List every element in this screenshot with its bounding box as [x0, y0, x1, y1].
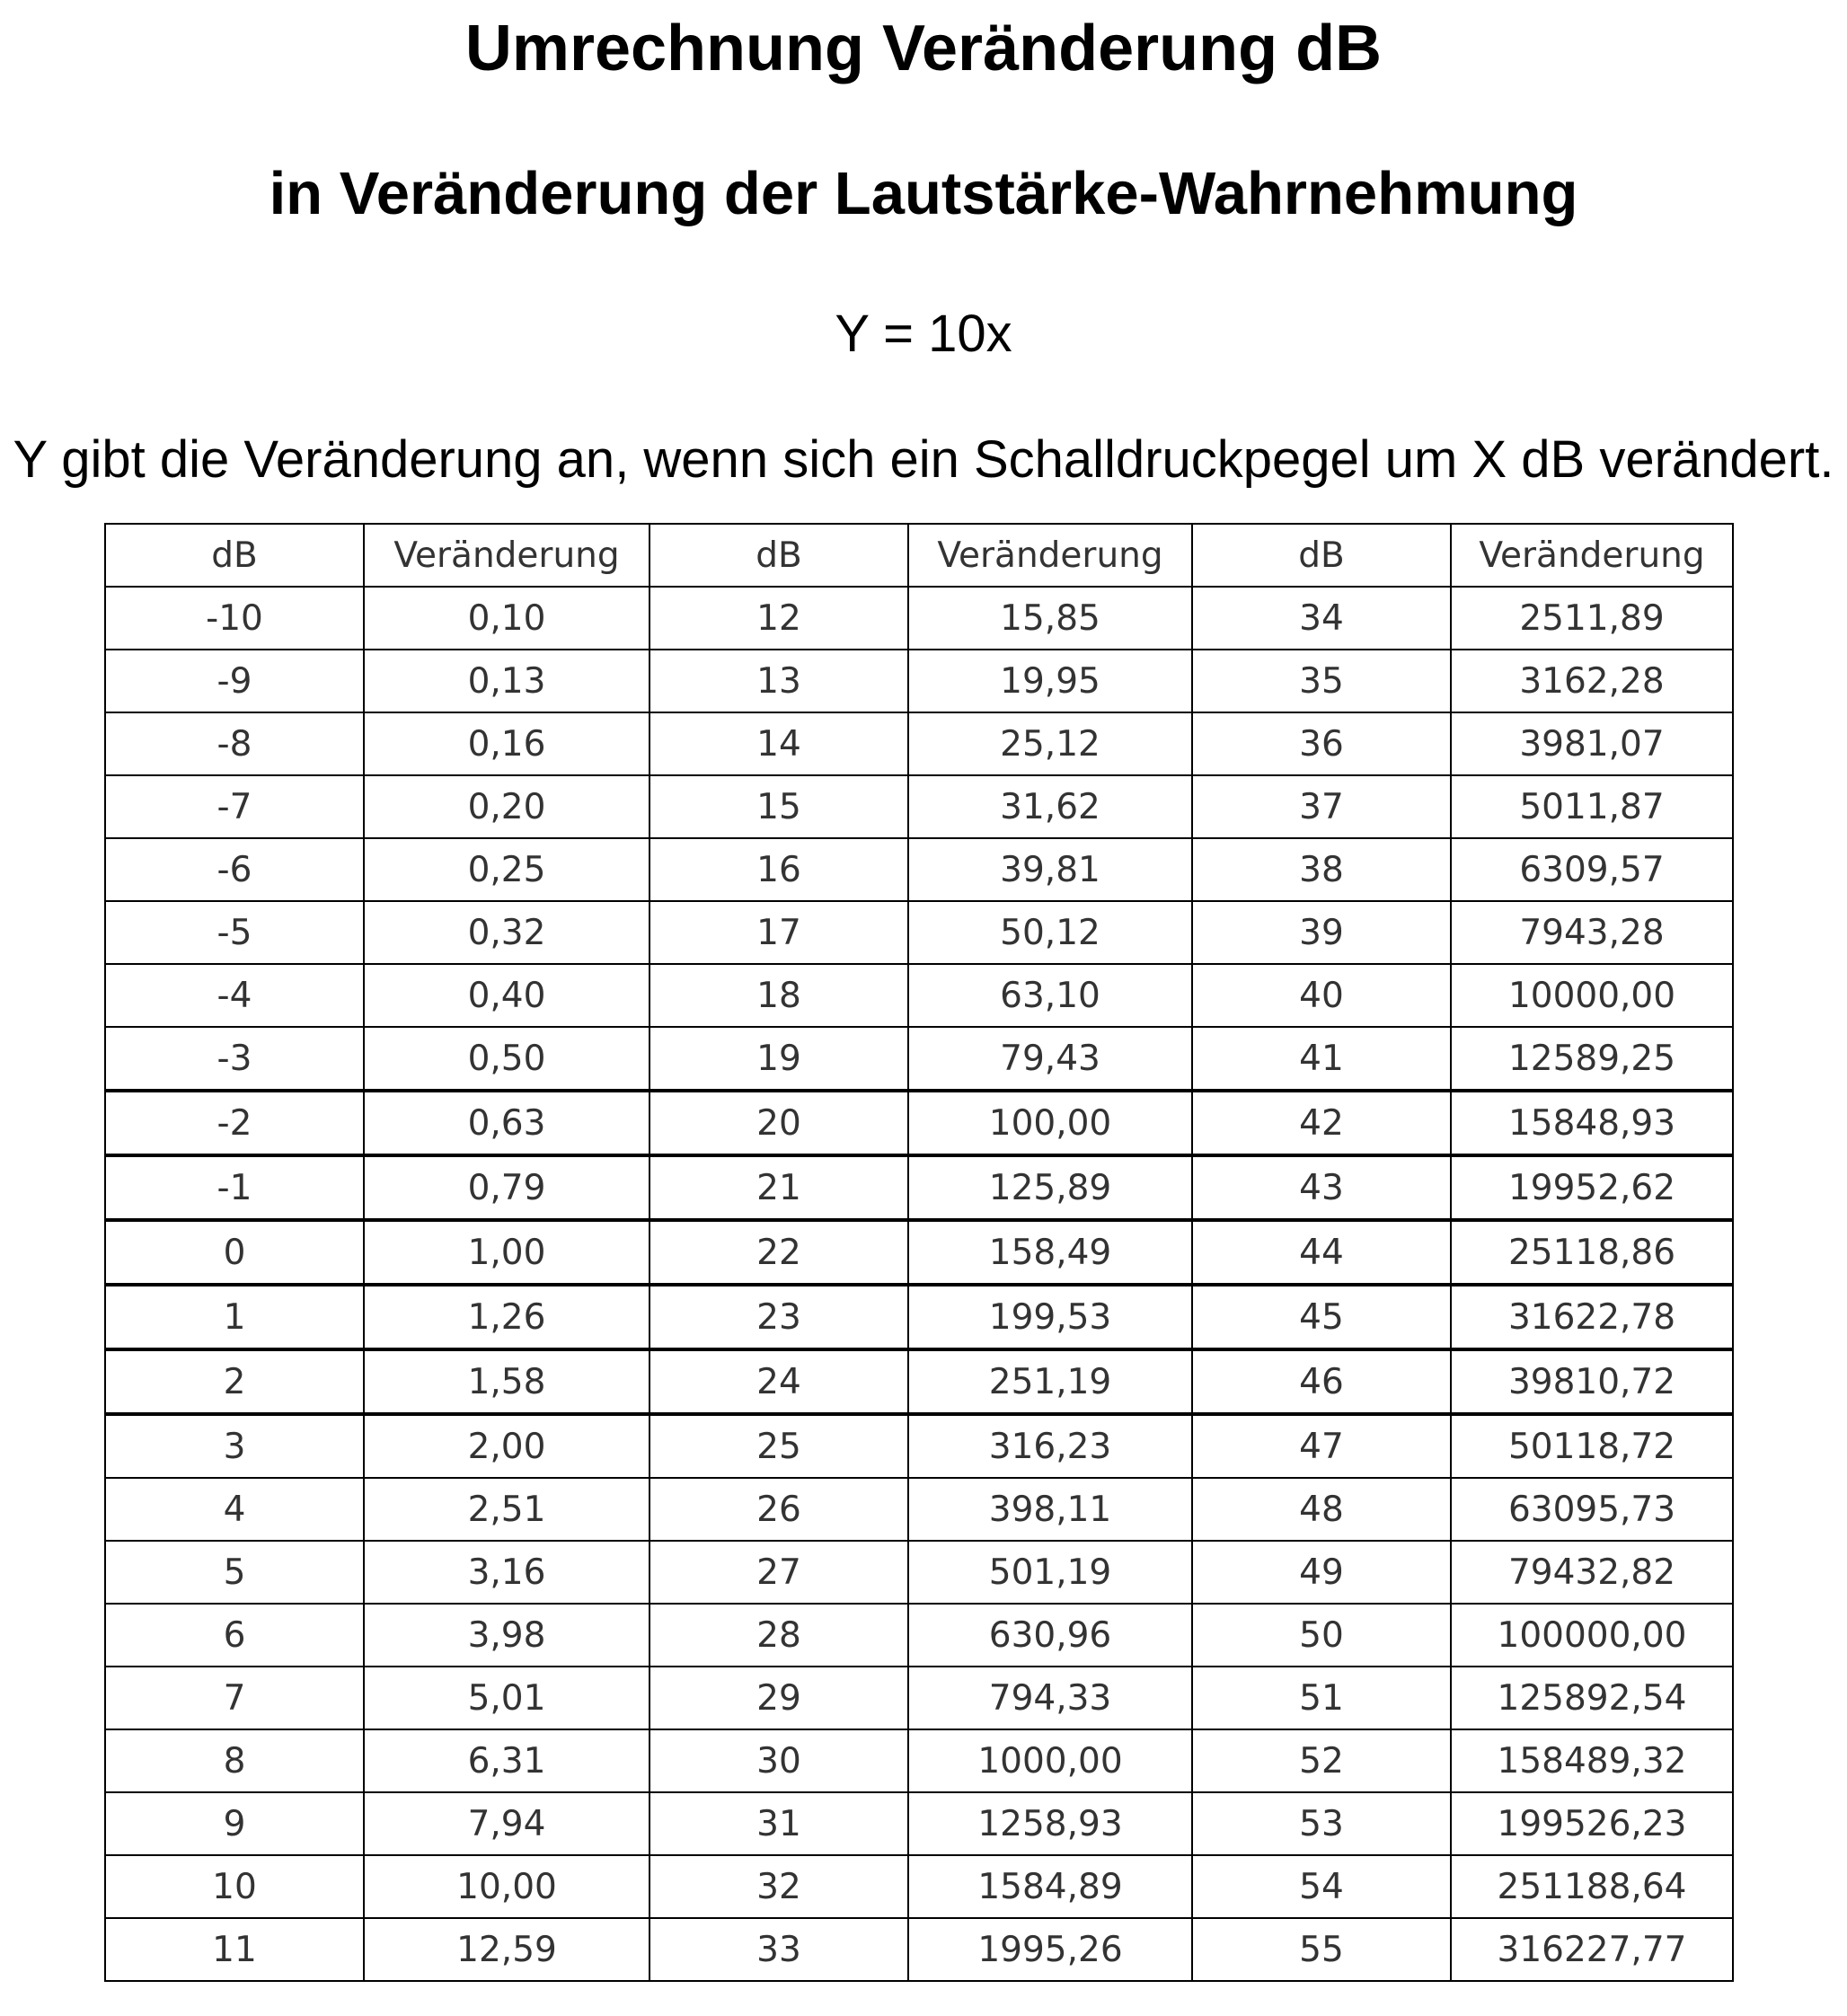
- cell-db: 45: [1192, 1285, 1451, 1349]
- cell-db: 11: [105, 1918, 364, 1981]
- cell-change: 19952,62: [1451, 1155, 1733, 1220]
- cell-change: 3,98: [364, 1604, 650, 1667]
- cell-db: 12: [650, 587, 908, 650]
- cell-change: 3,16: [364, 1541, 650, 1604]
- table-row: [105, 1091, 1733, 1155]
- cell-db: 37: [1192, 775, 1451, 838]
- cell-db: 9: [105, 1792, 364, 1855]
- cell-change: 398,11: [908, 1478, 1192, 1541]
- cell-db: 35: [1192, 650, 1451, 712]
- cell-db: -6: [105, 838, 364, 901]
- cell-change: 31,62: [908, 775, 1192, 838]
- cell-change: 19,95: [908, 650, 1192, 712]
- cell-db: 55: [1192, 1918, 1451, 1981]
- cell-db: -9: [105, 650, 364, 712]
- page-title: Umrechnung Veränderung dB: [464, 13, 1383, 84]
- cell-change: 125892,54: [1451, 1667, 1733, 1729]
- cell-change: 15,85: [908, 587, 1192, 650]
- cell-change: 15848,93: [1451, 1091, 1733, 1155]
- cell-change: 79,43: [908, 1027, 1192, 1091]
- cell-db: 5: [105, 1541, 364, 1604]
- cell-db: 34: [1192, 587, 1451, 650]
- cell-db: 31: [650, 1792, 908, 1855]
- cell-change: 5,01: [364, 1667, 650, 1729]
- cell-db: 7: [105, 1667, 364, 1729]
- cell-change: 63095,73: [1451, 1478, 1733, 1541]
- cell-db: 48: [1192, 1478, 1451, 1541]
- table-row: [105, 587, 1733, 650]
- cell-db: 20: [650, 1091, 908, 1155]
- cell-change: 158,49: [908, 1220, 1192, 1285]
- cell-db: 41: [1192, 1027, 1451, 1091]
- cell-db: 44: [1192, 1220, 1451, 1285]
- cell-change: 25,12: [908, 712, 1192, 775]
- cell-db: -8: [105, 712, 364, 775]
- cell-change: 794,33: [908, 1667, 1192, 1729]
- cell-change: 0,32: [364, 901, 650, 964]
- cell-db: 15: [650, 775, 908, 838]
- table-row: [105, 964, 1733, 1027]
- cell-change: 1258,93: [908, 1792, 1192, 1855]
- cell-db: 4: [105, 1478, 364, 1541]
- cell-change: 10000,00: [1451, 964, 1733, 1027]
- cell-change: 251188,64: [1451, 1855, 1733, 1918]
- cell-db: 39: [1192, 901, 1451, 964]
- cell-change: 316,23: [908, 1414, 1192, 1478]
- cell-change: 0,20: [364, 775, 650, 838]
- description-text: Y gibt die Veränderung an, wenn sich ein Schalldruckpegel um X dB verändert.: [13, 430, 1834, 489]
- table-row: [105, 1667, 1733, 1729]
- cell-db: 25: [650, 1414, 908, 1478]
- cell-db: 29: [650, 1667, 908, 1729]
- cell-db: 18: [650, 964, 908, 1027]
- table-header-row: [105, 524, 1733, 587]
- cell-change: 12,59: [364, 1918, 650, 1981]
- cell-db: 6: [105, 1604, 364, 1667]
- cell-change: 2511,89: [1451, 587, 1733, 650]
- cell-db: -2: [105, 1091, 364, 1155]
- cell-db: -5: [105, 901, 364, 964]
- cell-db: 23: [650, 1285, 908, 1349]
- cell-db: 40: [1192, 964, 1451, 1027]
- table-row: [105, 1478, 1733, 1541]
- table-row: [105, 1792, 1733, 1855]
- table-row: [105, 1541, 1733, 1604]
- cell-db: 13: [650, 650, 908, 712]
- cell-change: 0,13: [364, 650, 650, 712]
- table-row: [105, 712, 1733, 775]
- table-body: [105, 587, 1733, 1981]
- cell-change: 0,79: [364, 1155, 650, 1220]
- header-change: Veränderung: [364, 524, 650, 587]
- table-row: [105, 1349, 1733, 1414]
- cell-change: 39,81: [908, 838, 1192, 901]
- cell-change: 1,26: [364, 1285, 650, 1349]
- cell-db: -7: [105, 775, 364, 838]
- cell-change: 2,00: [364, 1414, 650, 1478]
- cell-db: 22: [650, 1220, 908, 1285]
- table-row: [105, 1918, 1733, 1981]
- cell-db: 28: [650, 1604, 908, 1667]
- cell-db: 3: [105, 1414, 364, 1478]
- cell-change: 0,40: [364, 964, 650, 1027]
- header-db: dB: [1192, 524, 1451, 587]
- cell-change: 3162,28: [1451, 650, 1733, 712]
- cell-db: 17: [650, 901, 908, 964]
- cell-change: 31622,78: [1451, 1285, 1733, 1349]
- cell-db: 30: [650, 1729, 908, 1792]
- cell-change: 3981,07: [1451, 712, 1733, 775]
- table-row: [105, 1220, 1733, 1285]
- cell-change: 1995,26: [908, 1918, 1192, 1981]
- table-row: [105, 1285, 1733, 1349]
- cell-db: 26: [650, 1478, 908, 1541]
- table-row: [105, 838, 1733, 901]
- header-change: Veränderung: [908, 524, 1192, 587]
- table-row: [105, 775, 1733, 838]
- cell-change: 100,00: [908, 1091, 1192, 1155]
- cell-change: 0,63: [364, 1091, 650, 1155]
- cell-change: 199526,23: [1451, 1792, 1733, 1855]
- cell-db: 27: [650, 1541, 908, 1604]
- cell-db: 51: [1192, 1667, 1451, 1729]
- table-row: [105, 650, 1733, 712]
- cell-change: 6,31: [364, 1729, 650, 1792]
- cell-db: 1: [105, 1285, 364, 1349]
- table-row: [105, 1027, 1733, 1091]
- cell-change: 5011,87: [1451, 775, 1733, 838]
- cell-db: 49: [1192, 1541, 1451, 1604]
- table-row: [105, 1604, 1733, 1667]
- cell-db: -1: [105, 1155, 364, 1220]
- cell-change: 7,94: [364, 1792, 650, 1855]
- cell-db: 24: [650, 1349, 908, 1414]
- cell-db: 0: [105, 1220, 364, 1285]
- cell-change: 39810,72: [1451, 1349, 1733, 1414]
- cell-change: 10,00: [364, 1855, 650, 1918]
- cell-db: -3: [105, 1027, 364, 1091]
- cell-change: 199,53: [908, 1285, 1192, 1349]
- table-row: [105, 1729, 1733, 1792]
- table-row: [105, 1155, 1733, 1220]
- cell-change: 251,19: [908, 1349, 1192, 1414]
- cell-change: 63,10: [908, 964, 1192, 1027]
- cell-change: 12589,25: [1451, 1027, 1733, 1091]
- table-row: [105, 1855, 1733, 1918]
- cell-db: 10: [105, 1855, 364, 1918]
- header-change: Veränderung: [1451, 524, 1733, 587]
- cell-change: 1584,89: [908, 1855, 1192, 1918]
- cell-db: 36: [1192, 712, 1451, 775]
- cell-change: 6309,57: [1451, 838, 1733, 901]
- cell-db: 53: [1192, 1792, 1451, 1855]
- cell-db: 21: [650, 1155, 908, 1220]
- cell-change: 1,00: [364, 1220, 650, 1285]
- cell-db: 52: [1192, 1729, 1451, 1792]
- cell-change: 501,19: [908, 1541, 1192, 1604]
- cell-change: 0,50: [364, 1027, 650, 1091]
- cell-change: 100000,00: [1451, 1604, 1733, 1667]
- formula: Y = 10x: [835, 305, 1012, 363]
- cell-change: 2,51: [364, 1478, 650, 1541]
- cell-db: 42: [1192, 1091, 1451, 1155]
- cell-change: 316227,77: [1451, 1918, 1733, 1981]
- cell-db: 8: [105, 1729, 364, 1792]
- cell-db: 46: [1192, 1349, 1451, 1414]
- table-row: [105, 901, 1733, 964]
- page-subtitle: in Veränderung der Lautstärke-Wahrnehmung: [269, 160, 1578, 227]
- cell-db: 32: [650, 1855, 908, 1918]
- header-db: dB: [105, 524, 364, 587]
- cell-db: 33: [650, 1918, 908, 1981]
- cell-change: 50118,72: [1451, 1414, 1733, 1478]
- header-db: dB: [650, 524, 908, 587]
- cell-change: 158489,32: [1451, 1729, 1733, 1792]
- cell-db: 47: [1192, 1414, 1451, 1478]
- cell-change: 7943,28: [1451, 901, 1733, 964]
- cell-change: 0,25: [364, 838, 650, 901]
- cell-db: 50: [1192, 1604, 1451, 1667]
- cell-change: 25118,86: [1451, 1220, 1733, 1285]
- cell-db: 43: [1192, 1155, 1451, 1220]
- cell-db: 2: [105, 1349, 364, 1414]
- cell-db: 54: [1192, 1855, 1451, 1918]
- cell-change: 0,16: [364, 712, 650, 775]
- cell-db: -4: [105, 964, 364, 1027]
- conversion-table: [104, 523, 1734, 1982]
- cell-change: 50,12: [908, 901, 1192, 964]
- cell-db: 16: [650, 838, 908, 901]
- cell-change: 630,96: [908, 1604, 1192, 1667]
- cell-change: 0,10: [364, 587, 650, 650]
- cell-db: -10: [105, 587, 364, 650]
- cell-change: 79432,82: [1451, 1541, 1733, 1604]
- cell-db: 14: [650, 712, 908, 775]
- table-row: [105, 1414, 1733, 1478]
- cell-change: 1000,00: [908, 1729, 1192, 1792]
- cell-db: 19: [650, 1027, 908, 1091]
- cell-change: 125,89: [908, 1155, 1192, 1220]
- cell-db: 38: [1192, 838, 1451, 901]
- cell-change: 1,58: [364, 1349, 650, 1414]
